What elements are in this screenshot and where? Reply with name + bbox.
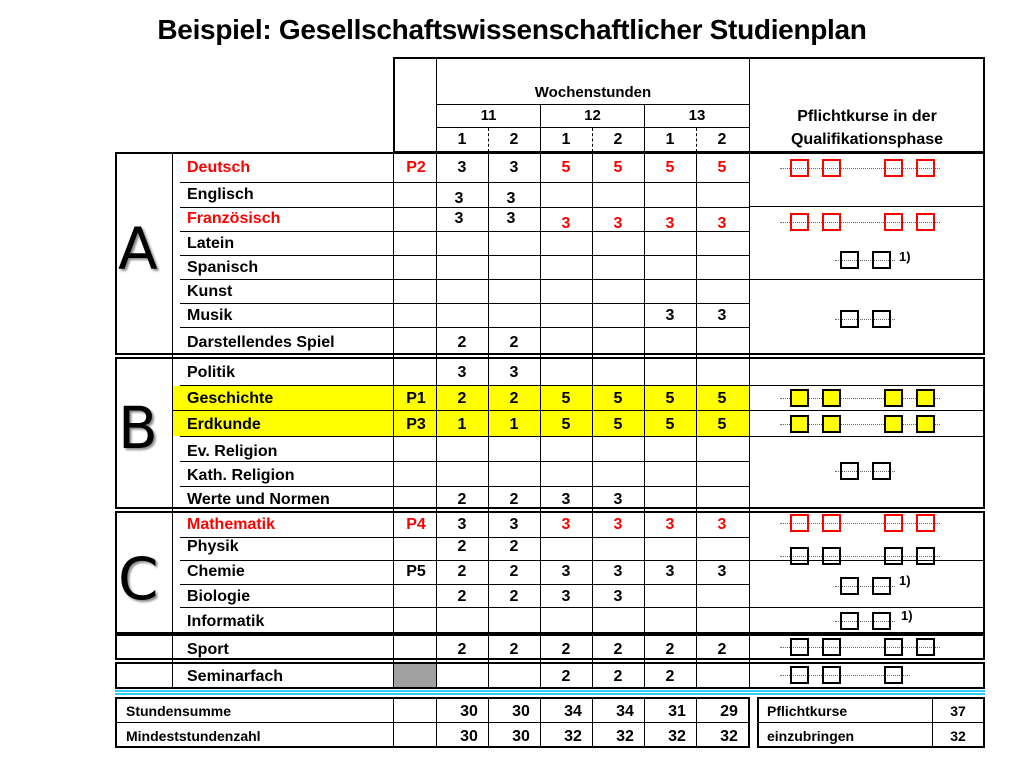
einzubringen-value: 32	[950, 728, 966, 744]
hours-cell: 2	[457, 563, 467, 580]
hours-cell: 2	[457, 538, 467, 555]
hours-cell: 2	[509, 588, 519, 605]
subject-name: Seminarfach	[187, 668, 284, 685]
stundensumme-value: 30	[512, 703, 530, 720]
course-checkbox[interactable]	[916, 159, 935, 177]
hours-cell: 2	[457, 588, 467, 605]
header-divider	[436, 58, 437, 152]
subject-name: Englisch	[187, 186, 254, 203]
pflichtkurse-label: Pflichtkurse	[767, 703, 848, 719]
subject-name: Biologie	[187, 588, 251, 605]
hours-cell: 3	[665, 307, 675, 324]
course-checkbox[interactable]	[790, 213, 809, 231]
course-checkbox[interactable]	[872, 251, 891, 269]
course-checkbox[interactable]	[822, 666, 841, 684]
hours-cell: 3	[561, 516, 571, 533]
course-checkbox[interactable]	[822, 547, 841, 565]
footnote-marker: 1)	[901, 608, 913, 623]
course-checkbox[interactable]	[884, 213, 903, 231]
row-line	[749, 279, 985, 280]
row-line	[173, 410, 749, 411]
subject-name: Kath. Religion	[187, 467, 295, 484]
course-checkbox[interactable]	[916, 415, 935, 433]
hours-cell: 2	[561, 641, 571, 658]
footer-line	[644, 698, 645, 747]
stundensumme-value: 29	[720, 703, 738, 720]
group-letter-a: A	[118, 215, 158, 283]
course-checkbox[interactable]	[884, 666, 903, 684]
stundensumme-label: Stundensumme	[126, 703, 232, 719]
hours-cell: 5	[665, 416, 675, 433]
subject-name: Ev. Religion	[187, 443, 278, 460]
hours-cell: 3	[457, 364, 467, 381]
pruefungsfach-cell: P2	[406, 159, 426, 176]
stundensumme-value: 34	[564, 703, 582, 720]
course-checkbox[interactable]	[822, 213, 841, 231]
subject-name: Chemie	[187, 563, 245, 580]
header-divider	[488, 128, 490, 152]
footer-line	[696, 698, 697, 747]
header-year: 13	[688, 107, 706, 124]
grid-line	[696, 386, 697, 436]
course-checkbox[interactable]	[790, 514, 809, 532]
course-checkbox[interactable]	[872, 462, 891, 480]
course-checkbox[interactable]	[916, 514, 935, 532]
hours-cell: 2	[717, 641, 727, 658]
header-year: 11	[480, 107, 497, 124]
course-checkbox[interactable]	[822, 514, 841, 532]
grid-line	[749, 153, 750, 689]
footer-line	[488, 698, 489, 747]
mindest-value: 32	[564, 728, 582, 745]
hours-cell: 3	[717, 516, 727, 533]
header-pflicht-line2: Qualifikationsphase	[790, 131, 944, 148]
footer-separator	[115, 690, 985, 692]
course-checkbox[interactable]	[822, 415, 841, 433]
pruefungsfach-cell: P5	[406, 563, 426, 580]
hours-cell: 5	[717, 390, 727, 407]
grid-line	[488, 386, 489, 436]
footer-line	[436, 698, 437, 747]
pruefungsfach-cell: P4	[406, 516, 426, 533]
mindest-value: 30	[460, 728, 478, 745]
row-line	[180, 303, 749, 304]
grid-line	[644, 386, 645, 436]
mindest-value: 32	[668, 728, 686, 745]
page-title: Beispiel: Gesellschaftswissenschaftlicher Studienplan	[157, 14, 867, 45]
row-line	[180, 182, 749, 183]
row-line	[180, 436, 985, 437]
hours-cell: 5	[613, 390, 623, 407]
header-wochenstunden: Wochenstunden	[534, 84, 652, 101]
course-checkbox[interactable]	[884, 159, 903, 177]
stundensumme-value: 30	[460, 703, 478, 720]
hours-cell: 2	[561, 668, 571, 685]
hours-cell: 2	[457, 334, 467, 351]
course-checkbox[interactable]	[840, 251, 859, 269]
header-pflicht-line1: Pflichtkurse in der	[797, 108, 937, 125]
header-divider	[696, 128, 698, 152]
course-checkbox[interactable]	[916, 213, 935, 231]
subject-name: Kunst	[187, 283, 233, 300]
course-checkbox[interactable]	[822, 638, 841, 656]
hours-cell: 2	[665, 668, 675, 685]
hours-cell: 2	[509, 390, 519, 407]
hours-cell: 5	[665, 390, 675, 407]
course-checkbox[interactable]	[790, 415, 809, 433]
footer-line	[540, 698, 541, 747]
hours-cell: 2	[613, 668, 623, 685]
row-line	[180, 327, 749, 328]
row-line	[180, 607, 985, 608]
subject-name: Darstellendes Spiel	[187, 334, 335, 351]
mindest-value: 30	[512, 728, 530, 745]
row-line	[749, 206, 985, 207]
mindest-label: Mindeststundenzahl	[126, 728, 261, 744]
footer-line	[116, 722, 749, 723]
footer-line	[393, 698, 394, 747]
row-line	[180, 584, 749, 585]
header-semester: 2	[613, 131, 623, 148]
einzubringen-label: einzubringen	[767, 728, 855, 744]
stundensumme-value: 31	[668, 703, 686, 720]
hours-cell: 3	[457, 159, 467, 176]
row-line	[180, 560, 985, 561]
mindest-value: 32	[616, 728, 634, 745]
header-divider	[592, 128, 594, 152]
course-checkbox[interactable]	[840, 310, 859, 328]
hours-cell: 3	[506, 190, 516, 207]
course-checkbox[interactable]	[916, 547, 935, 565]
course-checkbox[interactable]	[790, 159, 809, 177]
subject-name: Werte und Normen	[187, 491, 330, 508]
course-checkbox[interactable]	[884, 638, 903, 656]
hours-cell: 2	[457, 390, 467, 407]
header-divider	[437, 104, 749, 105]
header-semester: 1	[665, 131, 675, 148]
hours-cell: 3	[454, 210, 464, 227]
hours-cell: 3	[665, 215, 675, 232]
hours-cell: 3	[561, 563, 571, 580]
course-checkbox[interactable]	[916, 638, 935, 656]
grid-line	[393, 386, 394, 436]
hours-cell: 3	[509, 516, 519, 533]
course-checkbox[interactable]	[884, 415, 903, 433]
course-checkbox[interactable]	[790, 389, 809, 407]
hours-cell: 3	[613, 563, 623, 580]
course-checkbox[interactable]	[840, 577, 859, 595]
course-checkbox[interactable]	[872, 577, 891, 595]
group-letter-c: C	[118, 545, 159, 613]
subject-name: Politik	[187, 364, 236, 381]
hours-cell: 3	[613, 215, 623, 232]
pruefungsfach-cell: P1	[406, 390, 426, 407]
hours-cell: 5	[561, 416, 571, 433]
hours-cell: 2	[509, 641, 519, 658]
course-checkbox[interactable]	[790, 547, 809, 565]
subject-name: Physik	[187, 538, 239, 555]
grid-line	[592, 386, 593, 436]
hours-cell: 2	[665, 641, 675, 658]
hours-cell: 3	[665, 516, 675, 533]
subject-name: Informatik	[187, 613, 265, 630]
group-letter-b: B	[118, 394, 158, 462]
course-checkbox[interactable]	[822, 159, 841, 177]
hours-cell: 3	[613, 491, 623, 508]
hours-cell: 3	[717, 307, 727, 324]
footnote-marker: 1)	[899, 573, 911, 588]
seminar-p-cell	[394, 664, 436, 687]
hours-cell: 3	[613, 516, 623, 533]
hours-cell: 3	[613, 588, 623, 605]
subject-name: Erdkunde	[187, 416, 261, 433]
course-checkbox[interactable]	[790, 666, 809, 684]
course-checkbox[interactable]	[884, 389, 903, 407]
hours-cell: 5	[561, 159, 571, 176]
subject-name: Französisch	[187, 210, 281, 227]
header-semester: 1	[561, 131, 571, 148]
header-year: 12	[584, 107, 601, 124]
hours-cell: 2	[509, 563, 519, 580]
hours-cell: 3	[561, 491, 571, 508]
footnote-marker: 1)	[899, 249, 911, 264]
course-checkbox[interactable]	[840, 462, 859, 480]
course-checkbox[interactable]	[790, 638, 809, 656]
subject-name: Geschichte	[187, 390, 274, 407]
pflichtkurse-value: 37	[950, 703, 966, 719]
row-line	[180, 461, 749, 462]
hours-cell: 3	[457, 516, 467, 533]
header-semester: 2	[717, 131, 727, 148]
hours-cell: 2	[457, 641, 467, 658]
header-semester: 2	[509, 131, 519, 148]
stundensumme-value: 34	[616, 703, 634, 720]
subject-name: Sport	[187, 641, 229, 658]
hours-cell: 3	[665, 563, 675, 580]
hours-cell: 2	[457, 491, 467, 508]
course-checkbox[interactable]	[916, 389, 935, 407]
course-checkbox[interactable]	[884, 514, 903, 532]
course-checkbox[interactable]	[840, 612, 859, 630]
course-checkbox[interactable]	[884, 547, 903, 565]
row-line	[180, 279, 749, 280]
subject-name: Deutsch	[187, 159, 251, 176]
grid-line	[540, 386, 541, 436]
hours-cell: 5	[613, 159, 623, 176]
row-line	[180, 255, 749, 256]
pruefungsfach-cell: P3	[406, 416, 426, 433]
hours-cell: 3	[561, 588, 571, 605]
footer-line	[592, 698, 593, 747]
hours-cell: 2	[509, 538, 519, 555]
subject-name: Spanisch	[187, 259, 259, 276]
hours-cell: 5	[717, 416, 727, 433]
footer-separator	[115, 693, 985, 695]
hours-cell: 5	[665, 159, 675, 176]
subject-name: Latein	[187, 235, 235, 252]
hours-cell: 1	[509, 416, 519, 433]
row-line	[180, 486, 749, 487]
hours-cell: 2	[509, 491, 519, 508]
hours-cell: 3	[454, 190, 464, 207]
hours-cell: 3	[717, 215, 727, 232]
hours-cell: 1	[457, 416, 467, 433]
hours-cell: 5	[717, 159, 727, 176]
hours-cell: 2	[613, 641, 623, 658]
hours-cell: 3	[509, 364, 519, 381]
course-checkbox[interactable]	[872, 612, 891, 630]
mindest-value: 32	[720, 728, 738, 745]
course-checkbox[interactable]	[872, 310, 891, 328]
hours-cell: 5	[613, 416, 623, 433]
hours-cell: 3	[506, 210, 516, 227]
subject-name: Mathematik	[187, 516, 276, 533]
hours-cell: 3	[509, 159, 519, 176]
hours-cell: 3	[717, 563, 727, 580]
header-semester: 1	[457, 131, 467, 148]
footer-line	[758, 722, 984, 723]
hours-cell: 5	[561, 390, 571, 407]
grid-line	[436, 386, 437, 436]
subject-name: Musik	[187, 307, 233, 324]
hours-cell: 2	[509, 334, 519, 351]
hours-cell: 3	[561, 215, 571, 232]
course-checkbox[interactable]	[822, 389, 841, 407]
